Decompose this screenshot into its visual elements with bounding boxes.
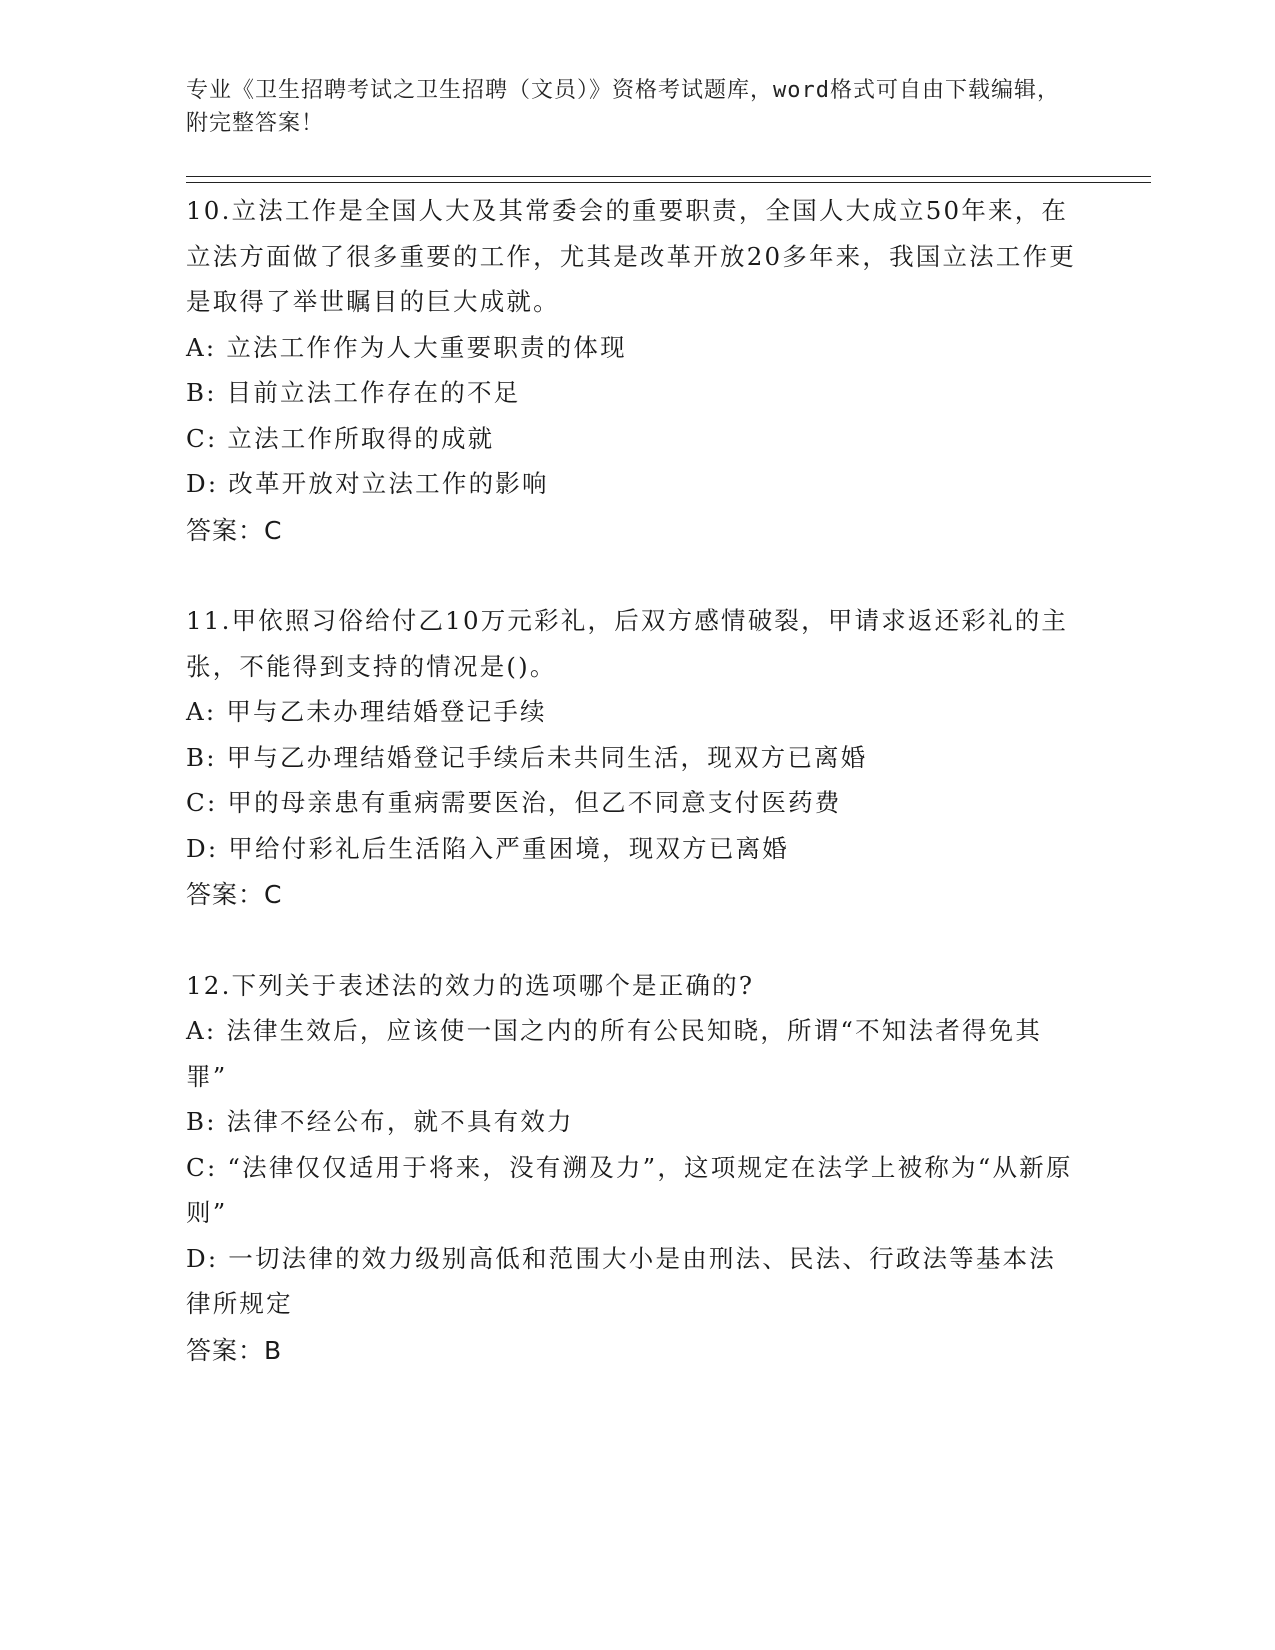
- question-list: [186, 188, 1076, 1418]
- option-c: C: 甲的母亲患有重病需要医治，但乙不同意支付医药费: [186, 788, 842, 817]
- document-header: 专业《卫生招聘考试之卫生招聘（文员）》资格考试题库，word格式可自由下载编辑，附完整答案！: [186, 78, 1060, 136]
- option-a: A: 甲与乙未办理结婚登记手续: [186, 697, 547, 726]
- option-c: C: 立法工作所取得的成就: [186, 423, 495, 453]
- answer: 答案：C: [186, 515, 283, 545]
- option-b: B: 目前立法工作存在的不足: [186, 378, 521, 407]
- answer: 答案：B: [186, 1335, 283, 1365]
- question-11: [186, 598, 1076, 918]
- option-c: C: “法律仅仅适用于将来，没有溯及力”，这项规定在法学上被称为“从新原则”: [186, 1152, 1073, 1227]
- option-a: A: 立法工作作为人大重要职责的体现: [186, 332, 627, 362]
- header-divider-bottom: [186, 182, 1151, 183]
- question-12: [186, 963, 1076, 1374]
- option-d: D: 甲给付彩礼后生活陷入严重困境，现双方已离婚: [186, 833, 789, 863]
- question-10: [186, 188, 1076, 553]
- question-stem: 11.甲依照习俗给付乙10万元彩礼，后双方感情破裂，甲请求返还彩礼的主张，不能得到支持的情况是()。: [186, 606, 1069, 681]
- answer: 答案：C: [186, 880, 283, 909]
- option-b: B: 甲与乙办理结婚登记手续后未共同生活，现双方已离婚: [186, 742, 868, 772]
- option-b: B: 法律不经公布，就不具有效力: [186, 1107, 574, 1136]
- option-d: D: 一切法律的效力级别高低和范围大小是由刑法、民法、行政法等基本法律所规定: [186, 1243, 1056, 1318]
- question-stem: 10.立法工作是全国人大及其常委会的重要职责，全国人大成立50年来，在立法方面做了很多重要的工作，尤其是改革开放20多年来，我国立法工作更是取得了举世瞩目的巨大成就。: [186, 196, 1076, 316]
- option-a: A: 法律生效后，应该使一国之内的所有公民知晓，所谓“不知法者得免其罪”: [186, 1016, 1043, 1091]
- option-d: D: 改革开放对立法工作的影响: [186, 469, 549, 498]
- question-stem: 12.下列关于表述法的效力的选项哪个是正确的?: [186, 970, 755, 1000]
- header-divider-top: [186, 176, 1151, 177]
